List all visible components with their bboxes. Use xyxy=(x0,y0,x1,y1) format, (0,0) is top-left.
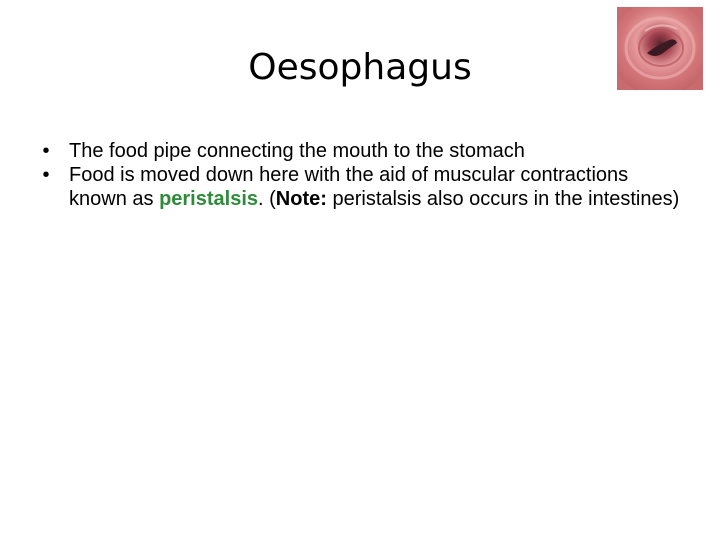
oesophagus-lumen-icon xyxy=(617,7,703,90)
bullet-text: Food is moved down here with the aid of muscular contractions known as xyxy=(69,164,629,210)
list-item xyxy=(40,163,680,211)
bullet-marker: • xyxy=(42,164,50,186)
note-label: Note: xyxy=(275,188,327,210)
bullet-marker: • xyxy=(42,140,50,162)
list-item xyxy=(40,139,680,163)
bullet-list xyxy=(40,139,680,211)
oesophagus-photo xyxy=(617,7,703,90)
bullet-text-continued: . ( xyxy=(258,188,276,210)
bullet-text: The food pipe connecting the mouth to the stomach xyxy=(69,140,525,162)
note-text: peristalsis also occurs in the intestines) xyxy=(326,188,680,210)
slide-title: Oesophagus xyxy=(248,47,472,88)
highlight-term: peristalsis xyxy=(159,188,259,210)
